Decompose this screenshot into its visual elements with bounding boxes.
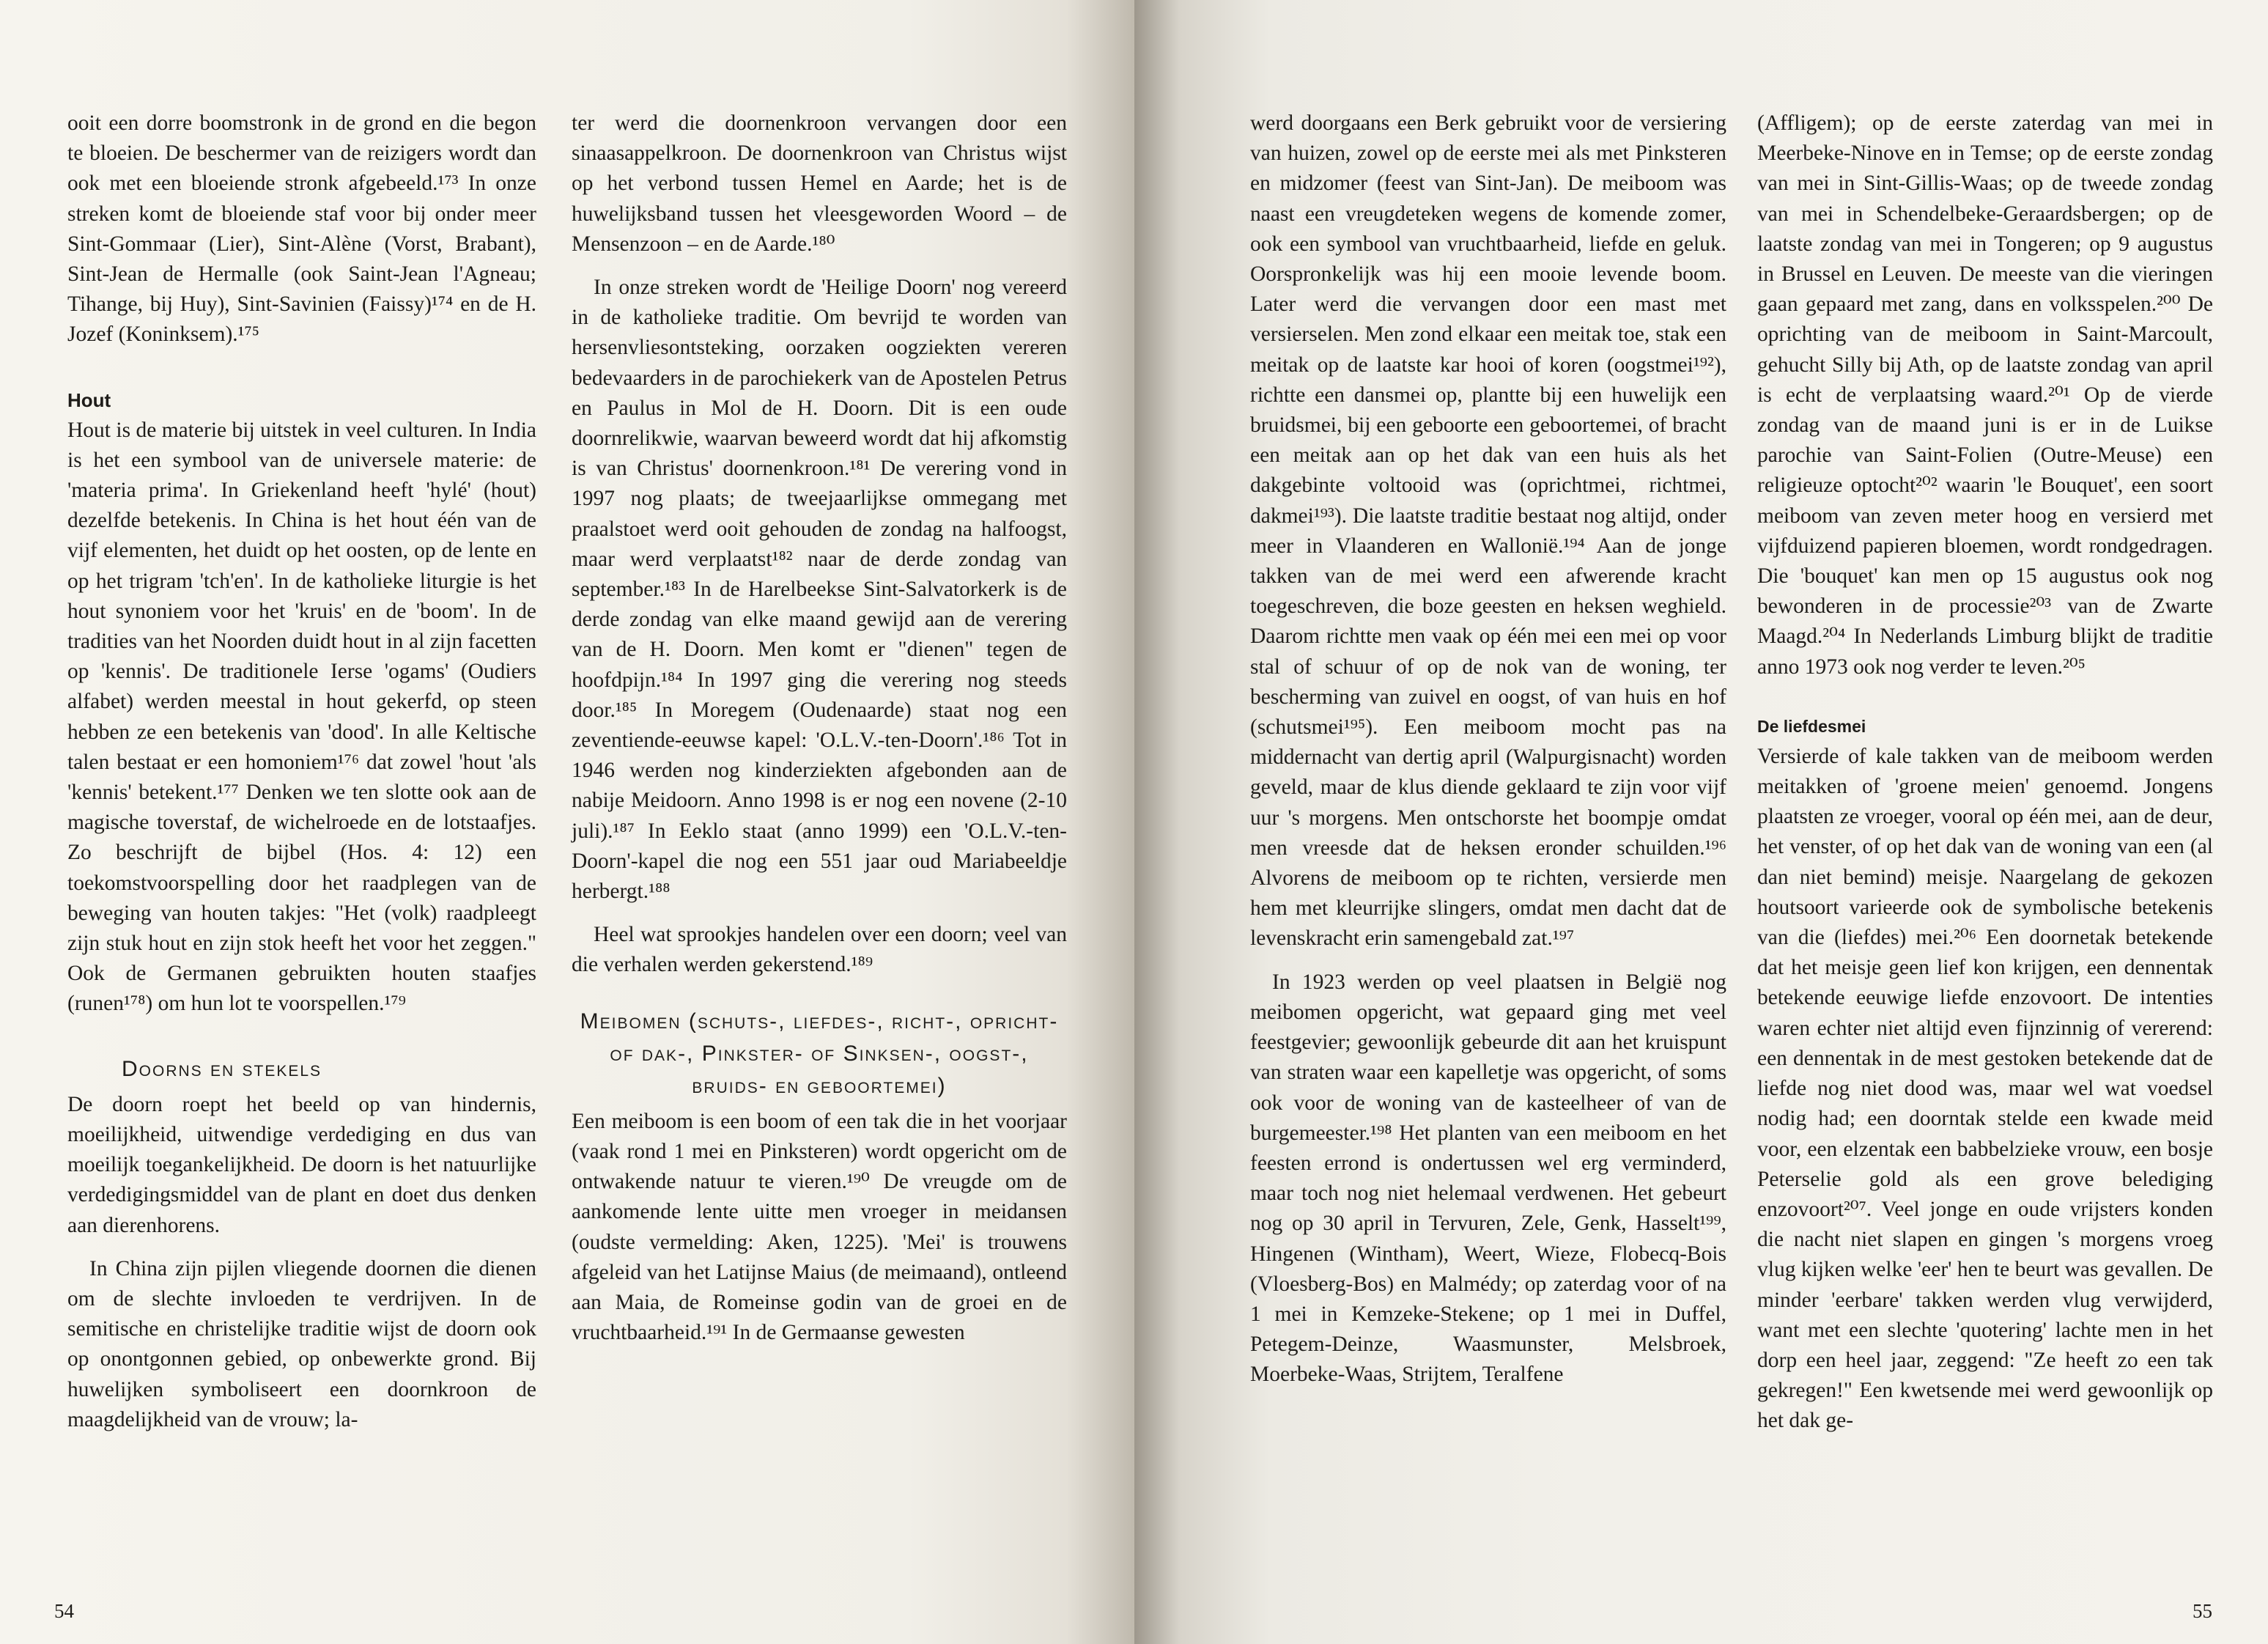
paragraph: In China zijn pijlen vliegende doornen die dienen om de slechte invloeden te verdrijven. In de semitische en christelijke traditie wijst de doorn ook op onontgonnen gebied, op onbewerkte grond. Bij huwelijken symboliseert een doornkroon de maagdelijkheid van de vrouw; la- — [67, 1256, 536, 1431]
paragraph: In onze streken wordt de 'Heilige Doorn' nog vereerd in de katholieke traditie. Om bevrijd te worden van hersenvliesontsteking, oorzaken oogziekten vereren bedevaarders in de parochiekerk van de Apostelen Petrus en Paulus in Mol de H. Doorn. Dit is een oude doornrelikwie, waarvan beweerd wordt dat hij afkomstig is van Christus' doornenkroon.¹⁸¹ De verering vond in 1997 nog plaats; de tweejaarlijkse ommegang met praalstoet werd ooit gehouden de zondag na halfoogst, maar werd verplaatst¹⁸² naar de derde zondag van september.¹⁸³ In de Harelbeekse Sint-Salvatorkerk is de derde zondag van elke maand gewijd aan de verering van de H. Doorn. Men komt er "dienen" tegen de hoofdpijn.¹⁸⁴ In 1997 ging die verering nog steeds door.¹⁸⁵ In Moregem (Oudenaarde) staat nog een zeventiende-eeuwse kapel: 'O.L.V.-ten-Doorn'.¹⁸⁶ Tot in 1946 werden nog kinderziekten afgebonden aan de nabije Meidoorn. Anno 1998 is er nog een novene (2-10 juli).¹⁸⁷ In Eeklo staat (anno 1999) een 'O.L.V.-ten-Doorn'-kapel die nog een 551 jaar oud Mariabeeldje herbergt.¹⁸⁸ — [572, 276, 1067, 904]
paragraph: (Affligem); op de eerste zaterdag van mei in Meerbeke-Ninove en in Temse; op de eerste zondag van mei in Sint-Gillis-Waas; op de tweede zondag van mei in Schendelbeke-Geraardsbergen; op de laatste zondag van mei in Tongeren; op 9 augustus in Brussel en Leuven. De meeste van die vieringen gaan gepaard met zang, dans en volksspelen.²⁰⁰ De oprichting van de meiboom in Saint-Marcoult, gehucht Silly bij Ath, op de laatste zondag van april is echt de verplaatsing waard.²⁰¹ Op de vierde zondag van de maand juni is er in de Luikse parochie van Saint-Folien (Outre-Meuse) een religieuze optocht²⁰² waarin 'le Bouquet', een soort meiboom van zeven meter hoog en versierd met vijfduizend papieren bloemen, wordt rondgedragen. Die 'bouquet' kan men op 15 augustus ook nog bewonderen in de processie²⁰³ van de Zwarte Maagd.²⁰⁴ In Nederlands Limburg blijkt de traditie anno 1973 ook nog verder te leven.²⁰⁵ — [1757, 111, 2213, 679]
paragraph: Hout is de materie bij uitstek in veel culturen. In India is het een symbool van de universele materie: de 'materia prima'. In Griekenland heeft 'hylé' (hout) dezelfde betekenis. In China is het hout één van de vijf elementen, het duidt op het oosten, op de lente en op het trigram 'tch'en'. In de katholieke liturgie is het hout synoniem voor het 'kruis' en de 'boom'. In de tradities van het Noorden duidt hout in al zijn facetten op 'kennis'. De traditionele Ierse 'ogams' (Oudiers alfabet) werden meestal in hout gekerfd, op steen hebben ze een betekenis van 'dood'. In alle Keltische talen bestaat er een homoniem¹⁷⁶ dat zowel 'hout 'als 'kennis' betekent.¹⁷⁷ Denken we ten slotte ook aan de magische toverstaf, de wichelroede en de lotstaafjes. Zo beschrijft de bijbel (Hos. 4: 12) een toekomstvoorspelling door het raadplegen van de beweging van houten takjes: "Het (volk) raadpleegt zijn stuk hout en zijn stok heeft het voor het zeggen." Ook de Germanen gebruikten houten staafjes (runen¹⁷⁸) om hun lot te voorspellen.¹⁷⁹ — [67, 418, 536, 1016]
paragraph: ter werd die doornenkroon vervangen door een sinaasappelkroon. De doornenkroon van Christus wijst op het verbond tussen Hemel en Aarde; het is de huwelijksband tussen het vleesgeworden Woord – de Mensenzoon – en de Aarde.¹⁸⁰ — [572, 111, 1067, 256]
page-number: 54 — [54, 1600, 74, 1622]
paragraph: Versierde of kale takken van de meiboom werden meitakken of 'groene meien' genoemd. Jongens plaatsten ze vroeger, vooral op één mei, aan de deur, het venster, of op het dak van de woning van een (al dan niet bemind) meisje. Naargelang de gekozen houtsoort varieerde ook de symbolische betekenis van die (liefdes) mei.²⁰⁶ Een doornetak betekende dat het meisje geen lief kon krijgen, een dennentak betekende eeuwige liefde enzovoort. De intenties waren echter niet altijd even fijnzinnig of vererend: een dennentak in de mest gestoken betekende dat de liefde nog niet dood was, maar wel wat voedsel nodig had; een doorntak stelde een kwade meid voor, een elzentak een babbelzieke vrouw, een bosje Peterselie gold als een grove belediging enzovoort²⁰⁷. Veel jonge en oude vrijsters konden die nacht niet slapen en gingen 's morgens vroeg vlug kijken welke 'eer' hen te beurt was gevallen. De minder 'eerbare' takken werden vlug verwijderd, want met een slechte 'quotering' lachte men in het dorp een heel jaar, zeggend: "Ze heeft zo een tak gekregen!" Een kwetsende mei werd gewoonlijk op het dak ge- — [1757, 744, 2213, 1433]
paragraph: werd doorgaans een Berk gebruikt voor de versiering van huizen, zowel op de eerste mei als met Pinksteren en midzomer (feest van Sint-Jan). De meiboom was naast een vreugdeteken wegens de komende zomer, ook een symbool van vruchtbaarheid, liefde en geluk. Oorspronkelijk was hij een mooie levende boom. Later werd die vervangen door een mast met versierselen. Men zond elkaar een meitak toe, stak een meitak op de laatste kar hooi of koren (oogstmei¹⁹²), richtte een dansmei op, plantte bij een huwelijk een bruidsmei, bij een geboorte een geboortemei, of bracht een meitak aan op het dak van een huis als het dakgebinte voltooid was (oprichtmei, richtmei, dakmei¹⁹³). Die laatste traditie bestaat nog altijd, onder meer in Vlaanderen en Wallonië.¹⁹⁴ Aan de jonge takken van de mei werd een afwerende kracht toegeschreven, die boze geesten en heksen weghield. Daarom richtte men vaak op één mei een mei op voor stal of schuur of op de nok van de woning, ter bescherming van zuivel en oogst, of van huis en hof (schutsmei¹⁹⁵). Een meiboom mocht pas na middernacht van dertig april (Walpurgisnacht) worden geveld, maar de klus diende geklaard te zijn voor vijf uur 's morgens. Men ontschorste het boompje omdat men vreesde dat de heksen eronder schuilden.¹⁹⁶ Alvorens de meiboom op te richten, versierde men hem met kleurrijke slingers, omdat men dacht dat de levenskracht erin samengebald zat.¹⁹⁷ — [1250, 111, 1726, 951]
right-page — [1134, 0, 2268, 1644]
section-heading-doorns: Doorns en stekels — [122, 1056, 322, 1081]
page-number: 55 — [2193, 1600, 2212, 1622]
paragraph: De doorn roept het beeld op van hindernis, moeilijkheid, uitwendige verdediging en dus van moeilijk toegankelijkheid. De doorn is het natuurlijke verdedigingsmiddel van de plant en doet dus denken aan dierenhorens. — [67, 1092, 536, 1237]
section-heading-hout: Hout — [67, 388, 111, 411]
right-page-column-1 — [1250, 108, 1726, 1390]
paragraph: In 1923 werden op veel plaatsen in België nog meibomen opgericht, wat gepaard ging met veel feestgevier; gewoonlijk gebeurde dit aan het kruispunt van straten waar een kapelletje was opgericht, of soms ook voor de woning van de kasteelheer of van de burgemeester.¹⁹⁸ Het planten van een meiboom en het feesten errond is ondertussen wel erg verminderd, maar toch nog niet helemaal verdwenen. Het gebeurt nog op 30 april in Tervuren, Zele, Genk, Hasselt¹⁹⁹, Hingenen (Wintham), Weert, Wieze, Flobecq-Bois (Vloesberg-Bos) en Malmédy; op zaterdag voor of na 1 mei in Kemzeke-Stekene; op 1 mei in Duffel, Petegem-Deinze, Waasmunster, Melsbroek, Moerbeke-Waas, Strijtem, Teralfene — [1250, 970, 1726, 1387]
paragraph: Een meiboom is een boom of een tak die in het voorjaar (vaak rond 1 mei en Pinksteren) wordt opgericht om de ontwakende natuur te vieren.¹⁹⁰ De vreugde om de aankomende lente uitte men vroeger in meidansen (oudste vermelding: Aken, 1225). 'Mei' is trouwens afgeleid van het Latijnse Maius (de meimaand), ontleend aan Maia, de Romeinse godin van de groei en de vruchtbaarheid.¹⁹¹ In de Germaanse gewesten — [572, 1109, 1067, 1345]
section-heading-meibomen: Meibomen (schuts-, liefdes-, richt-, opricht- of dak-, Pinkster- of Sinksen-, oogst-, bruids- en geboortemei) — [580, 1009, 1059, 1098]
paragraph: Heel wat sprookjes handelen over een doorn; veel van die verhalen werden gekerstend.¹⁸⁹ — [572, 923, 1067, 977]
section-heading-liefdesmei: De liefdesmei — [1757, 716, 1866, 736]
left-page-column-2 — [572, 108, 1067, 1348]
left-page-column-1 — [67, 108, 536, 1435]
right-page-column-2 — [1757, 108, 2213, 1437]
paragraph: ooit een dorre boomstronk in de grond en die begon te bloeien. De beschermer van de reizigers wordt dan ook met een bloeiende stronk afgebeeld.¹⁷³ In onze streken komt de bloeiende staf voor bij onder meer Sint-Gommaar (Lier), Sint-Alène (Vorst, Brabant), Sint-Jean de Hermalle (ook Saint-Jean l'Agneau; Tihange, bij Huy), Sint-Savinien (Faissy)¹⁷⁴ en de H. Jozef (Koninksem).¹⁷⁵ — [67, 111, 536, 347]
